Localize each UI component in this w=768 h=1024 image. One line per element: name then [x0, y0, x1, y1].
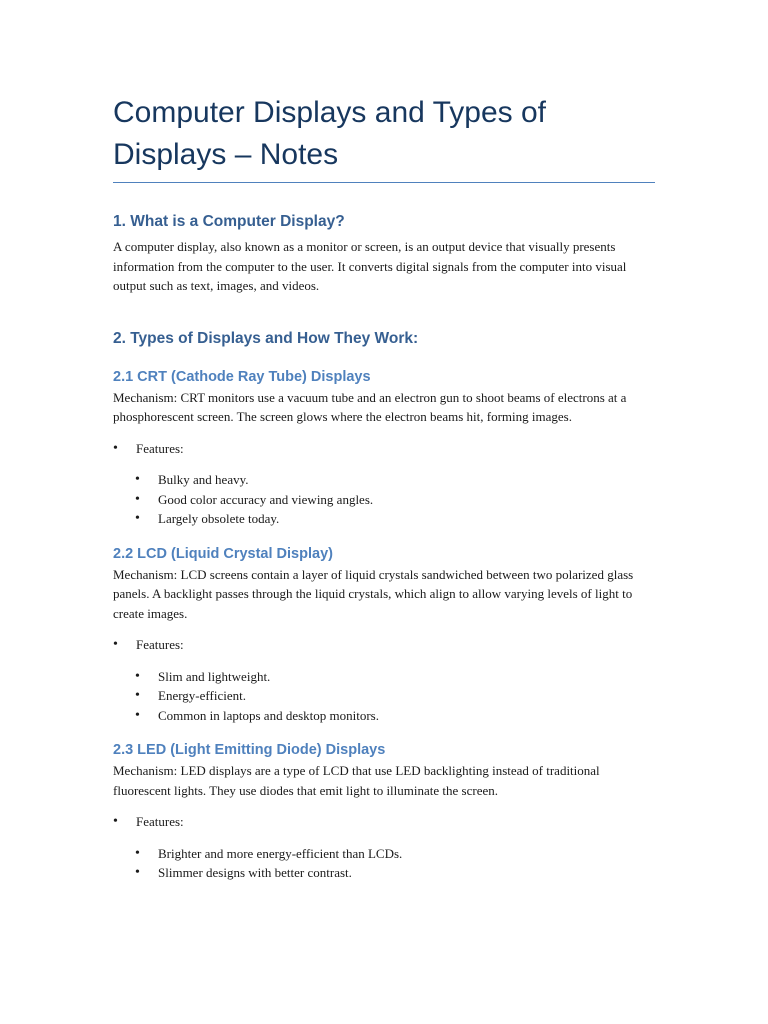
feature-list-lcd — [113, 667, 655, 726]
subsection-body-led: Mechanism: LED displays are a type of LCD that use LED backlighting instead of traditional fluorescent lights. They use diodes that emit light to illuminate the screen. — [113, 763, 600, 798]
features-label-text: Features: — [136, 440, 184, 456]
subsection-body-crt: Mechanism: CRT monitors use a vacuum tube and an electron gun to shoot beams of electrons at a phosphorescent screen. The screen glows where the electron beams hit, forming images. — [113, 389, 627, 424]
bullet-icon: • — [135, 707, 140, 723]
bullet-icon: • — [135, 668, 140, 684]
feature-list-crt — [113, 470, 655, 529]
bullet-icon: • — [135, 491, 140, 507]
features-label-text: Features: — [136, 637, 184, 652]
subsection-heading-lcd: 2.2 LCD (Liquid Crystal Display) — [113, 545, 333, 562]
list-item: • Slim and lightweight. — [113, 667, 655, 687]
document-page — [113, 92, 655, 883]
bullet-icon: • — [135, 845, 140, 861]
feature-list-led — [113, 844, 655, 883]
features-label-lcd — [113, 635, 655, 655]
subsection-heading-crt: 2.1 CRT (Cathode Ray Tube) Displays — [113, 368, 371, 385]
bullet-icon: • — [135, 865, 140, 880]
document-title: Computer Displays and Types of Displays – Notes — [113, 92, 655, 183]
features-label-led — [113, 812, 655, 832]
features-label-text: Features: — [136, 814, 184, 829]
list-item: • Energy-efficient. — [113, 686, 655, 706]
section-heading-types-of-displays: 2. Types of Displays and How They Work: — [113, 329, 419, 347]
bullet-icon: • — [135, 472, 140, 487]
subsection-heading-led: 2.3 LED (Light Emitting Diode) Displays — [113, 742, 386, 758]
bullet-icon: • — [135, 688, 140, 703]
features-label-crt — [113, 439, 655, 459]
bullet-icon: • — [135, 511, 140, 526]
section-heading-what-is-display: 1. What is a Computer Display? — [113, 213, 345, 230]
list-item: • Bulky and heavy. — [113, 470, 655, 490]
bullet-icon: • — [113, 637, 118, 652]
list-item: • Brighter and more energy-efficient than LCDs. — [113, 844, 655, 864]
list-item: • Largely obsolete today. — [113, 509, 655, 529]
bullet-icon: • — [113, 440, 118, 456]
section-body-what-is-display: A computer display, also known as a monitor or screen, is an output device that visually presents information from the computer to the user. It converts digital signals from the computer into visual output such as text, images, and videos. — [113, 239, 627, 293]
list-item: • Good color accuracy and viewing angles. — [113, 490, 655, 510]
subsection-body-lcd: Mechanism: LCD screens contain a layer of liquid crystals sandwiched between two polarized glass panels. A backlight passes through the liquid crystals, which align to allow varying levels of light to create images. — [113, 566, 634, 621]
bullet-icon: • — [113, 814, 118, 829]
list-item: • Slimmer designs with better contrast. — [113, 863, 655, 883]
list-item: • Common in laptops and desktop monitors. — [113, 706, 655, 726]
